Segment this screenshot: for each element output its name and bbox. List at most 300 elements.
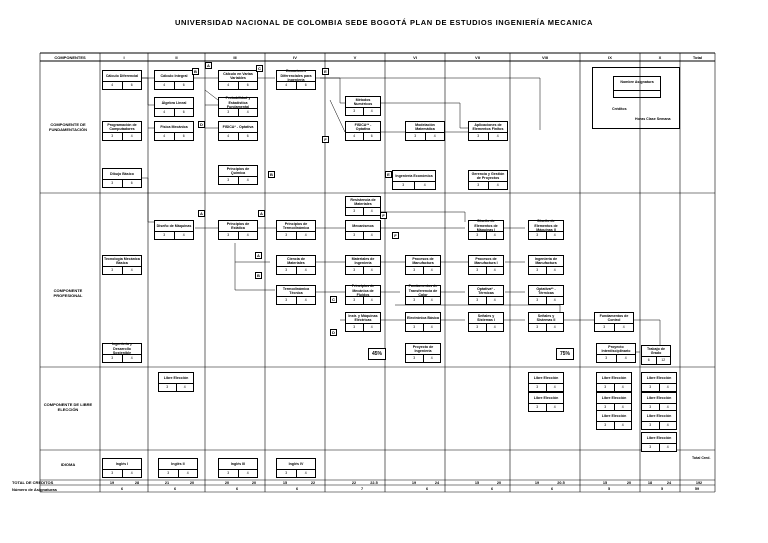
course-credits-bar: [529, 403, 563, 411]
course-credits-bar: [469, 181, 507, 189]
course-name: Libre Elección: [646, 413, 672, 418]
course-box: [154, 70, 194, 90]
course-name: Proyecto Interdisciplinario: [601, 344, 631, 353]
course-credits-bar: [597, 421, 631, 429]
course-hours: 4: [622, 325, 625, 329]
course-credits: 3: [277, 297, 297, 304]
course-credits: 4: [103, 82, 123, 89]
course-hours: 4: [666, 423, 669, 427]
course-box: [405, 312, 441, 332]
course-box: [641, 372, 677, 392]
course-box: [468, 220, 504, 240]
course-credits: 3: [642, 444, 660, 451]
course-box: [102, 70, 142, 90]
total-credits-cell: 22.5: [370, 481, 378, 485]
prerequisite-tag: E: [322, 68, 329, 75]
course-name: Libre Elección: [646, 375, 672, 380]
total-credits-cell: 19: [534, 481, 540, 485]
course-hours: 4: [130, 356, 133, 360]
course-box: [345, 255, 381, 275]
course-name: Ciencia de Materiales: [287, 256, 305, 265]
course-credits-bar: [219, 231, 257, 239]
course-name: Dibujo Básico: [110, 171, 134, 176]
course-name: Diseño de Elementos de Máquinas II: [534, 219, 558, 233]
total-credits-cell: 192: [695, 481, 703, 485]
total-creditos-label: Total Cred.: [692, 456, 711, 460]
legend-credits: Créditos: [612, 107, 627, 111]
course-credits: 3: [346, 267, 364, 274]
course-credits-bar: [103, 179, 141, 187]
course-name: Fundamentos de Control: [599, 313, 629, 322]
prerequisite-tag: C: [256, 65, 263, 72]
course-hours: 4: [246, 233, 249, 237]
course-box: [345, 312, 381, 332]
course-credits: 3: [406, 355, 424, 362]
prerequisite-tag: D: [330, 329, 337, 336]
course-credits-bar: [155, 231, 193, 239]
connector-line: [205, 90, 218, 100]
course-credits-bar: [642, 421, 676, 429]
course-credits-bar: [159, 383, 193, 391]
course-hours: 4: [433, 134, 436, 138]
course-credits: 3: [642, 384, 660, 391]
total-subjects-cell: 6: [490, 487, 494, 491]
total-subjects-cell: 6: [235, 487, 239, 491]
column-header: IV: [293, 55, 297, 60]
course-name: Procesos de Manufactura: [412, 256, 434, 265]
course-hours: 12: [661, 358, 666, 362]
total-subjects-cell: 6: [295, 487, 299, 491]
legend-hours: Horas Clase Semana: [635, 117, 671, 121]
total-credits-cell: 20: [224, 481, 230, 485]
course-credits: 4: [219, 82, 239, 89]
course-hours: 4: [553, 325, 556, 329]
prerequisite-tag: A: [205, 62, 212, 69]
course-credits: 3: [346, 108, 364, 115]
course-name: Modelación Matemática: [415, 122, 435, 131]
course-credits: 4: [219, 133, 239, 140]
course-credits: 3: [103, 133, 123, 140]
course-hours: 4: [553, 405, 556, 409]
course-name: Señales y Sistemas II: [536, 313, 556, 322]
course-credits: 3: [469, 267, 487, 274]
course-box: [528, 285, 564, 305]
course-name: Diseño de Máquinas: [156, 223, 192, 228]
course-credits: 3: [103, 470, 123, 477]
course-box: [594, 312, 634, 332]
course-credits: 3: [469, 232, 487, 239]
total-credits-cell: 18: [647, 481, 653, 485]
course-box: [276, 255, 316, 275]
course-hours: 6: [370, 134, 373, 138]
course-credits-bar: [346, 132, 380, 140]
course-name: Optativa* - Térmicas: [477, 286, 495, 295]
course-name: Libre Elección: [601, 413, 627, 418]
course-credits-bar: [103, 132, 141, 140]
course-hours: 4: [304, 471, 307, 475]
course-credits-bar: [103, 81, 141, 89]
connector-line: [330, 100, 345, 132]
course-credits-bar: [642, 443, 676, 451]
prerequisite-tag: F: [380, 212, 387, 219]
total-credits-cell: 28: [134, 481, 140, 485]
course-name: Procesos de Manufactura I: [474, 256, 498, 265]
course-box: [596, 372, 632, 392]
course-name: Ingeniería Económica: [395, 173, 433, 178]
course-name: Gerencia y Gestión de Proyectos: [471, 171, 505, 180]
course-name: Libre Elección: [646, 435, 672, 440]
course-name: Electrónica Básica: [407, 315, 439, 320]
course-box: [345, 285, 381, 305]
course-name: Métodos Numéricos: [353, 97, 373, 106]
course-hours: 4: [553, 298, 556, 302]
course-credits-bar: [277, 266, 315, 274]
course-hours: 4: [246, 178, 249, 182]
course-name: Cálculo Diferencial: [105, 73, 139, 78]
prerequisite-tag: B: [255, 272, 262, 279]
course-hours: 4: [621, 423, 624, 427]
course-credits: 3: [346, 232, 364, 239]
prerequisite-tag: E: [385, 171, 392, 178]
course-credits-bar: [219, 469, 257, 477]
course-box: [154, 97, 194, 117]
course-box: [218, 70, 258, 90]
course-hours: 4: [130, 134, 133, 138]
course-box: [345, 96, 381, 116]
course-name: Álgebra Lineal: [161, 100, 187, 105]
course-credits-bar: [277, 231, 315, 239]
course-credits: 3: [346, 324, 364, 331]
prerequisite-tag: C: [330, 296, 337, 303]
course-box: [218, 165, 258, 185]
course-box: [468, 312, 504, 332]
course-credits-bar: [346, 231, 380, 239]
course-hours: 4: [186, 471, 189, 475]
course-credits-bar: [469, 296, 503, 304]
total-subjects-cell: 6: [425, 487, 429, 491]
course-name: Señales y Sistemas I: [477, 313, 495, 322]
total-subjects-cell: 6: [550, 487, 554, 491]
course-name: Probabilidad y Estadística Fundamental: [225, 96, 251, 110]
course-name: Principios de Estática: [226, 221, 250, 230]
course-hours: 4: [553, 385, 556, 389]
course-box: [218, 121, 258, 141]
total-credits-cell: 20: [496, 481, 502, 485]
course-hours: 4: [666, 385, 669, 389]
prerequisite-tag: F: [322, 136, 329, 143]
course-name: FISICA* - Optativa: [222, 124, 254, 129]
course-credits-bar: [277, 81, 315, 89]
course-credits-bar: [595, 323, 633, 331]
course-credits: 3: [597, 384, 615, 391]
course-credits-bar: [529, 383, 563, 391]
course-hours: 6: [130, 181, 133, 185]
course-credits-bar: [155, 132, 193, 140]
course-credits: 4: [155, 133, 175, 140]
column-header: VIII: [541, 55, 548, 60]
course-name: Resistencia de Materiales: [350, 197, 376, 206]
course-box: [468, 121, 508, 141]
course-credits-bar: [159, 469, 197, 477]
total-subjects-cell: 5: [660, 487, 664, 491]
course-box: [102, 255, 142, 275]
course-box: [405, 285, 441, 305]
course-hours: 4: [304, 268, 307, 272]
course-credits: 3: [219, 232, 239, 239]
total-credits-cell: 20.5: [557, 481, 565, 485]
course-credits: 3: [277, 232, 297, 239]
legend-bar: [614, 90, 660, 97]
course-credits: 3: [529, 232, 547, 239]
course-box: [596, 343, 636, 363]
course-name: Trabajo de Grado: [647, 346, 665, 355]
course-hours: 4: [246, 110, 249, 114]
course-credits-bar: [219, 108, 257, 116]
course-box: [596, 392, 632, 412]
course-hours: 4: [304, 233, 307, 237]
total-credits-cell: 20: [189, 481, 195, 485]
course-name: Libre Elección: [533, 395, 559, 400]
course-credits: 3: [469, 297, 487, 304]
course-credits: 3: [103, 355, 123, 362]
course-box: [528, 255, 564, 275]
course-credits: 3: [346, 297, 364, 304]
course-credits-bar: [277, 469, 315, 477]
course-credits: 4: [155, 82, 175, 89]
course-hours: 4: [624, 356, 627, 360]
column-header: X: [658, 55, 662, 60]
course-credits: 3: [406, 324, 424, 331]
course-credits-bar: [642, 383, 676, 391]
course-hours: 4: [621, 385, 624, 389]
legend-sample-box: [613, 76, 661, 98]
course-box: [596, 410, 632, 430]
course-name: Principios de Química: [226, 166, 250, 175]
course-hours: 4: [370, 209, 373, 213]
course-name: Física Mecánica: [160, 124, 188, 129]
course-box: [276, 458, 316, 478]
course-credits: 3: [529, 384, 547, 391]
course-credits: 3: [597, 404, 615, 411]
course-credits: 3: [529, 324, 547, 331]
total-subjects-cell: 6: [120, 487, 124, 491]
course-credits: 3: [406, 133, 426, 140]
course-name: Inglés II: [171, 461, 185, 466]
row-label-idioma: IDIOMA: [60, 462, 76, 467]
row-label-profesional: COMPONENTE PROFESIONAL: [53, 288, 83, 298]
course-box: [276, 285, 316, 305]
column-header: I: [123, 55, 125, 60]
course-hours: 4: [430, 356, 433, 360]
course-name: Optativa** - Térmicas: [536, 286, 556, 295]
column-header: VII: [475, 55, 480, 60]
course-credits: 4: [155, 109, 175, 116]
course-credits-bar: [469, 323, 503, 331]
total-credits-cell: 15: [282, 481, 288, 485]
course-credits: 3: [642, 404, 660, 411]
course-credits-bar: [406, 323, 440, 331]
course-hours: 4: [430, 325, 433, 329]
column-header: COMPONENTES: [54, 55, 86, 60]
course-credits: 3: [159, 470, 179, 477]
column-header: III: [233, 55, 237, 60]
course-credits: 3: [406, 297, 424, 304]
course-box: [218, 458, 258, 478]
course-hours: 4: [493, 325, 496, 329]
course-credits-bar: [103, 354, 141, 362]
course-name: Principios de Termodinámica: [282, 221, 310, 230]
course-credits-bar: [155, 81, 193, 89]
course-credits-bar: [529, 296, 563, 304]
course-box: [345, 121, 381, 141]
course-box: [468, 255, 504, 275]
total-credits-cell: 24: [434, 481, 440, 485]
course-credits: 3: [103, 180, 123, 187]
course-name: Aplicaciones de Elementos Finitos: [472, 122, 504, 131]
course-hours: 4: [493, 268, 496, 272]
course-box: [641, 410, 677, 430]
course-credits-bar: [346, 266, 380, 274]
course-hours: 4: [130, 268, 133, 272]
course-name: Mecanismos: [352, 223, 374, 228]
course-box: [528, 312, 564, 332]
course-credits: 3: [219, 470, 239, 477]
course-hours: 6: [182, 110, 185, 114]
course-box: [405, 343, 441, 363]
total-credits-cell: 19: [411, 481, 417, 485]
course-credits-bar: [597, 354, 635, 362]
course-credits-bar: [346, 107, 380, 115]
row-label-total-creditos: TOTAL DE CREDITOS: [12, 480, 54, 485]
total-credits-cell: 24: [666, 481, 672, 485]
course-box: [405, 121, 445, 141]
legend-name: Nombre Asignatura: [620, 80, 654, 84]
row-label-numero-asignaturas: Número de Asignaturas: [12, 487, 57, 492]
course-credits: 3: [159, 384, 177, 391]
course-name: Libre Elección: [163, 375, 189, 380]
total-credits-cell: 15: [602, 481, 608, 485]
prerequisite-tag: A: [255, 252, 262, 259]
course-credits: 3: [529, 297, 547, 304]
course-box: [468, 285, 504, 305]
course-box: [405, 255, 441, 275]
course-hours: 6: [246, 134, 249, 138]
course-box: [102, 343, 142, 363]
course-hours: 4: [370, 109, 373, 113]
course-credits-bar: [346, 207, 380, 215]
course-name: Cálculo en Varias Variables: [223, 71, 253, 80]
course-credits: 3: [597, 355, 617, 362]
total-credits-cell: 20: [626, 481, 632, 485]
course-hours: 4: [304, 298, 307, 302]
course-box: [641, 432, 677, 452]
total-credits-cell: 21: [164, 481, 170, 485]
course-name: Ecuaciones Diferenciales para Ingeniería: [280, 69, 312, 83]
course-box: [345, 220, 381, 240]
total-credits-cell: 22: [351, 481, 357, 485]
course-hours: 4: [666, 445, 669, 449]
course-credits: 3: [346, 208, 364, 215]
course-credits: 3: [219, 109, 239, 116]
course-credits-bar: [346, 323, 380, 331]
prerequisite-tag: A: [258, 210, 265, 217]
course-name: Inglés IV: [288, 461, 304, 466]
course-name: Libre Elección: [601, 375, 627, 380]
course-credits-bar: [346, 296, 380, 304]
course-credits-bar: [103, 469, 141, 477]
course-credits: 3: [469, 133, 489, 140]
course-credits: 6: [642, 357, 657, 364]
course-credits: 3: [597, 422, 615, 429]
course-box: [158, 372, 194, 392]
course-credits-bar: [406, 354, 440, 362]
prerequisite-tag: A: [198, 210, 205, 217]
course-credits-bar: [469, 132, 507, 140]
course-box: [528, 392, 564, 412]
course-hours: 6: [182, 134, 185, 138]
prerequisite-tag: B: [192, 68, 199, 75]
course-credits-bar: [103, 266, 141, 274]
course-credits-bar: [642, 356, 670, 364]
course-box: [102, 168, 142, 188]
course-box: [276, 220, 316, 240]
course-credits-bar: [406, 266, 440, 274]
page-title: UNIVERSIDAD NACIONAL DE COLOMBIA SEDE BOGOTÁ PLAN DE ESTUDIOS INGENIERÍA MECANICA: [175, 18, 593, 27]
course-name: Libre Elección: [601, 395, 627, 400]
course-credits-bar: [277, 296, 315, 304]
course-box: [641, 345, 671, 365]
course-hours: 4: [183, 385, 186, 389]
course-hours: 4: [493, 298, 496, 302]
course-hours: 4: [430, 298, 433, 302]
course-box: [154, 121, 194, 141]
course-name: Cálculo Integral: [160, 73, 188, 78]
course-hours: 4: [182, 233, 185, 237]
course-hours: 6: [182, 83, 185, 87]
column-header: VI: [413, 55, 417, 60]
course-box: [218, 97, 258, 117]
course-hours: 6: [246, 83, 249, 87]
course-hours: 4: [493, 233, 496, 237]
course-credits: 3: [393, 182, 415, 189]
course-hours: 4: [621, 405, 624, 409]
course-box: [102, 458, 142, 478]
total-subjects-cell: 7: [360, 487, 364, 491]
legend-box: [592, 67, 680, 129]
row-label-fundamentacion: COMPONENTE DE FUNDAMENTACIÓN: [49, 122, 87, 132]
course-name: FISICA** - Optativa: [354, 122, 372, 131]
total-subjects-cell: 59: [694, 487, 700, 491]
column-header: IX: [608, 55, 612, 60]
course-credits-bar: [219, 176, 257, 184]
course-name: Termodinámica Técnica: [282, 286, 310, 295]
column-header: II: [175, 55, 178, 60]
course-credits: 3: [277, 267, 297, 274]
course-credits: 3: [406, 267, 424, 274]
course-box: [528, 220, 564, 240]
prerequisite-tag: F: [392, 232, 399, 239]
course-credits-bar: [529, 323, 563, 331]
course-name: Tecnología Mecánica Básica: [104, 256, 140, 265]
course-credits-bar: [529, 231, 563, 239]
course-name: Instr. y Máquinas Eléctricas: [348, 313, 378, 322]
course-credits-bar: [219, 81, 257, 89]
course-box: [528, 372, 564, 392]
total-credits-cell: 20: [251, 481, 257, 485]
course-hours: 4: [496, 134, 499, 138]
course-name: Principios de Mecánica de Fluidos: [351, 284, 375, 298]
course-name: Libre Elección: [533, 375, 559, 380]
